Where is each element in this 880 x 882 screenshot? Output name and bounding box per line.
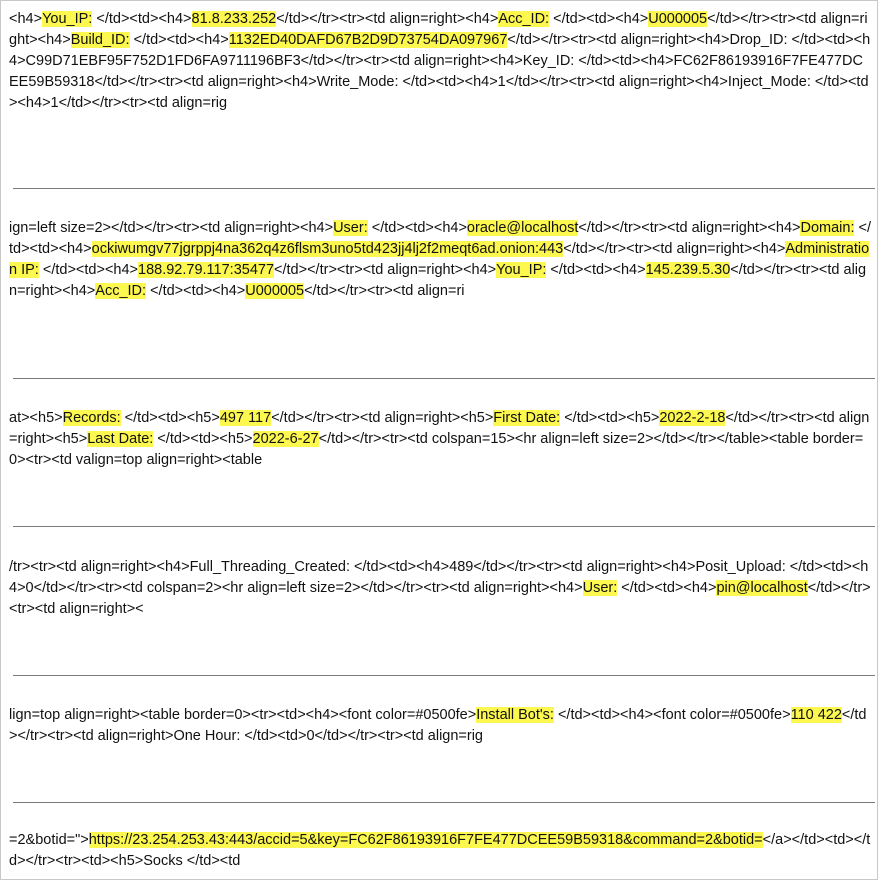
code-text: </td></tr><tr><td align=right><h5> [271, 410, 494, 426]
highlighted-text: 110 422 [790, 707, 842, 723]
highlighted-text: ockiwumgv77jgrppj4na362q4z6flsm3uno5td423jj4lj2f2meqt6ad.onion:443 [91, 241, 564, 257]
code-text: </td><td><h4> [92, 11, 192, 27]
highlighted-text: User: [582, 580, 618, 596]
code-text: <h4> [9, 11, 43, 27]
code-text: /tr><tr><td align=right><h4>Full_Threading_Created: </td><td><h4>489</td></tr><tr><td align=right><h4>Posit_Upload: </td><td><h4>0</td></tr><tr><td colspan=2><hr align=left size=2></td></tr><tr><td align=right><h4> [9, 559, 869, 596]
highlighted-text: Install Bot's: [476, 707, 554, 723]
code-text: </td></tr><tr><td align=ri [304, 283, 465, 299]
highlighted-text: 145.239.5.30 [645, 262, 731, 278]
code-snippet-3 [9, 408, 871, 471]
code-text: </td></tr><tr><td align=right>One Hour: </td><td>0</td></tr><tr><td align=rig [9, 707, 867, 744]
divider-3 [13, 526, 875, 527]
highlighted-text: First Date: [493, 410, 561, 426]
code-text: </td><td><h4> [617, 580, 717, 596]
highlighted-text: Administration IP: [9, 241, 870, 278]
highlighted-text: Last Date: [87, 431, 154, 447]
highlighted-text: Domain: [800, 220, 855, 236]
code-text: </td></tr><tr><td colspan=15><hr align=left size=2></td></tr></table><table border=0><tr><td valign=top align=right><table [9, 431, 864, 468]
code-snippet-5 [9, 705, 871, 747]
code-text: ign=left size=2></td></tr><tr><td align=right><h4> [9, 220, 334, 236]
code-text: </td></tr><tr><td align=right><h4> [578, 220, 801, 236]
highlighted-text: 497 117 [219, 410, 272, 426]
code-text: </td><td><h4><font color=#0500fe> [553, 707, 791, 723]
code-text: </td></tr><tr><td align=right><h4>Drop_ID: </td><td><h4>C99D71EBF95F752D1FD6FA9711196BF3</td></tr><tr><td align=right><h4>Key_ID: </td><td><h4>FC62F86193916F7FE477DCEE59B59318</td></tr><tr><td align=right><h4>Write_Mode: </td><td><h4>1</td></tr><tr><td align=right><h4>Inject_Mode: </td><td><h4>1</td></tr><tr><td align=rig [9, 32, 871, 111]
code-text: </td><td><h4> [129, 32, 229, 48]
code-text: </td><td><h5> [560, 410, 660, 426]
highlighted-text: 2022-2-18 [659, 410, 726, 426]
code-text: </td></tr><tr><td align=right><h4> [9, 262, 867, 299]
code-text: </a></td><td></td></tr><tr><td><h5>Socks </td><td [9, 832, 871, 869]
code-text: </td><td><h4> [9, 220, 872, 257]
highlighted-text: Build_ID: [70, 32, 130, 48]
highlighted-text: oracle@localhost [466, 220, 579, 236]
code-text: </td></tr><tr><td align=right><h5> [9, 410, 870, 447]
highlighted-text: Records: [62, 410, 121, 426]
divider-2 [13, 378, 875, 379]
highlighted-text: Acc_ID: [95, 283, 147, 299]
highlighted-text: https://23.254.253.43:443/accid=5&key=FC62F86193916F7FE477DCEE59B59318&command=2&botid= [88, 832, 763, 848]
code-text: </td></tr><tr><td align=right>< [9, 580, 871, 617]
code-snippet-2 [9, 218, 871, 302]
highlighted-text: 81.8.233.252 [191, 11, 277, 27]
code-text: </td></tr><tr><td align=right><h4> [276, 11, 499, 27]
divider-4 [13, 675, 875, 676]
highlighted-text: 1132ED40DAFD67B2D9D73754DA097967 [228, 32, 508, 48]
code-text: =2&botid="> [9, 832, 89, 848]
highlighted-text: 2022-6-27 [252, 431, 319, 447]
divider-5 [13, 802, 875, 803]
code-text: </td></tr><tr><td align=right><h4> [274, 262, 497, 278]
highlighted-text: Acc_ID: [498, 11, 550, 27]
code-snippet-1 [9, 9, 871, 114]
code-text: </td><td><h4> [549, 11, 649, 27]
code-text: </td></tr><tr><td align=right><h4> [563, 241, 786, 257]
highlighted-text: You_IP: [496, 262, 547, 278]
code-text: </td><td><h4> [38, 262, 139, 278]
code-snippet-4 [9, 557, 871, 620]
divider-1 [13, 188, 875, 189]
code-text: </td></tr><tr><td align=right><h4> [9, 11, 868, 48]
code-text: lign=top align=right><table border=0><tr><td><h4><font color=#0500fe> [9, 707, 477, 723]
code-text: at><h5> [9, 410, 63, 426]
code-text: </td><td><h4> [367, 220, 467, 236]
highlighted-text: U000005 [245, 283, 305, 299]
highlighted-text: You_IP: [42, 11, 93, 27]
code-text: </td><td><h4> [146, 283, 246, 299]
code-snippet-6 [9, 830, 871, 872]
code-text: </td><td><h5> [153, 431, 253, 447]
highlighted-text: pin@localhost [716, 580, 808, 596]
highlighted-text: 188.92.79.117:35477 [138, 262, 275, 278]
highlighted-text: U000005 [648, 11, 708, 27]
highlighted-text: User: [333, 220, 368, 236]
code-text: </td><td><h4> [546, 262, 646, 278]
code-text: </td><td><h5> [120, 410, 220, 426]
